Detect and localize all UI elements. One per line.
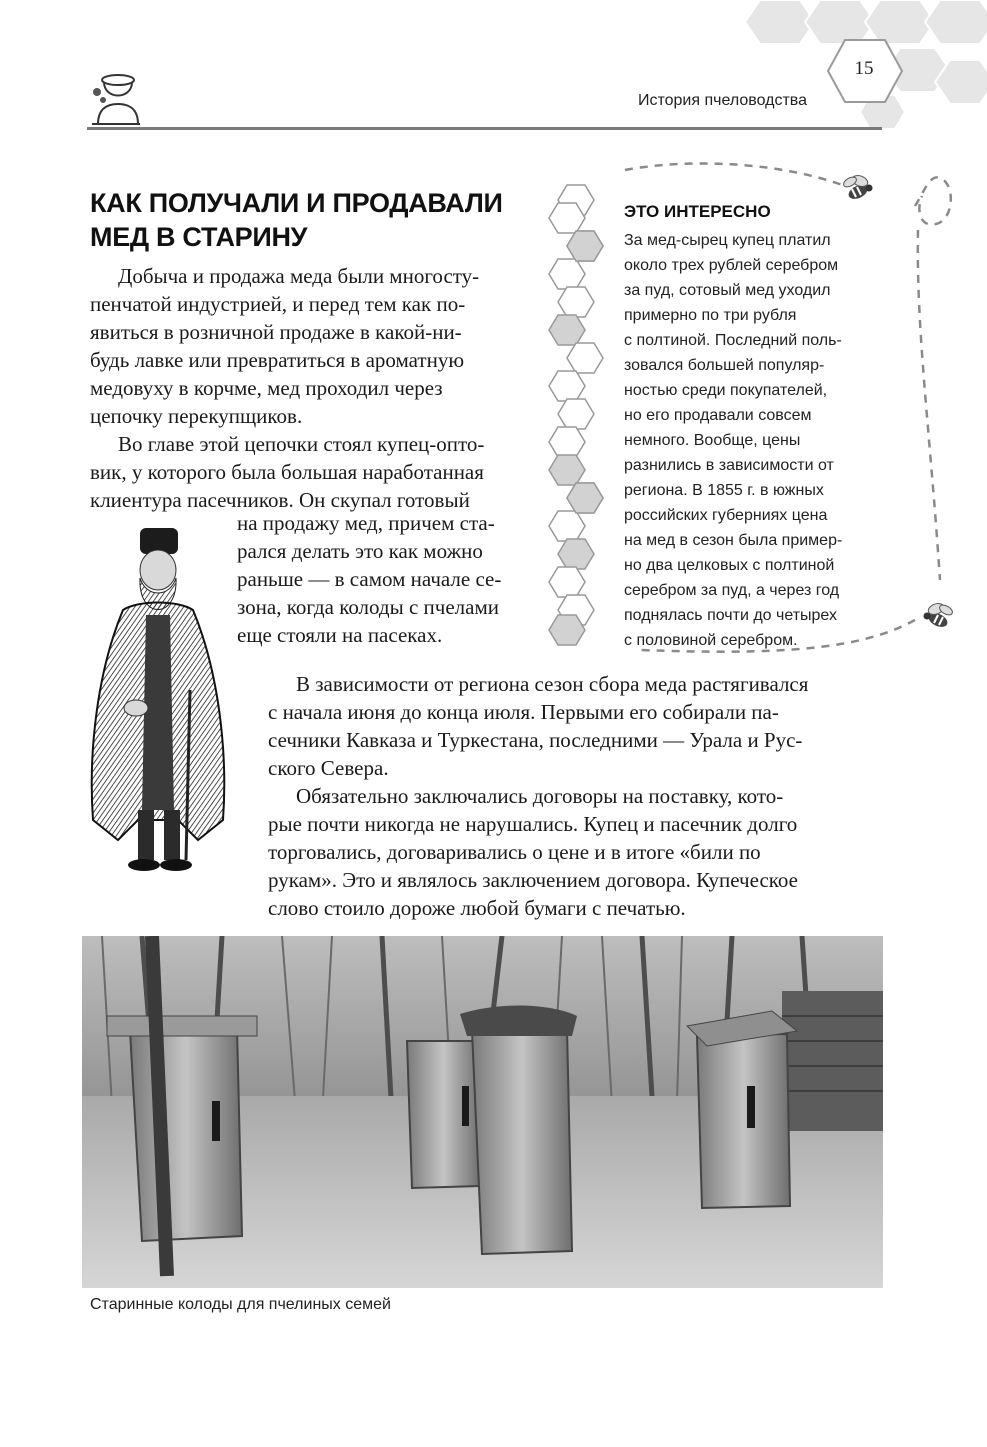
text-line: зона, когда колоды с пчелами [237, 595, 499, 619]
text-line: клиентура пасечников. Он скупал готовый [90, 488, 470, 512]
running-title: История пчеловодства [637, 92, 807, 109]
text-line: явиться в розничной продаже в какой-ни- [90, 320, 462, 344]
sidebar-body [624, 228, 894, 653]
sidebar-line: на мед в сезон была пример- [624, 532, 843, 549]
body-text-left-column [90, 262, 545, 514]
sidebar-line: За мед-сырец купец платил [624, 232, 831, 249]
sidebar-line: поднялась почти до четырех [624, 607, 837, 624]
sidebar-line: российских губерниях цена [624, 507, 828, 524]
text-line: ского Севера. [268, 756, 389, 780]
photo-caption: Старинные колоды для пчелиных семей [90, 1296, 391, 1313]
text-line: Обязательно заключались договоры на поставку, кото- [296, 784, 784, 808]
text-line: пенчатой индустрией, и перед тем как по- [90, 292, 466, 316]
bee-icon [918, 600, 958, 634]
text-line: с начала июня до конца июля. Первыми его собирали па- [268, 700, 779, 724]
text-line: рался делать это как можно [237, 539, 483, 563]
beekeeper-icon [88, 70, 142, 126]
header-rule [87, 127, 882, 130]
text-line: рые почти никогда не нарушались. Купец и пасечник долго [268, 812, 798, 836]
text-line: рукам». Это и являлось заключением договора. Купеческое [268, 868, 798, 892]
text-line: на продажу мед, причем ста- [237, 511, 495, 535]
body-text-narrow-column [237, 509, 547, 649]
section-heading [90, 186, 560, 254]
text-line: еще стояли на пасеках. [237, 623, 443, 647]
old-beehives-photo [82, 936, 883, 1288]
text-line: Добыча и продажа меда были многосту- [118, 264, 480, 288]
sidebar-line: с половиной серебром. [624, 632, 798, 649]
sidebar-line: примерно по три рубля [624, 307, 797, 324]
sidebar-line: разнились в зависимости от [624, 457, 834, 474]
sidebar-line: ностью среди покупателей, [624, 382, 828, 399]
text-line: вик, у которого была большая наработанная [90, 460, 484, 484]
text-line: будь лавке или превратиться в ароматную [90, 348, 465, 372]
sidebar-line: зовался большей популяр- [624, 357, 825, 374]
sidebar-line: серебром за пуд, а через год [624, 582, 840, 599]
merchant-engraving-illustration [78, 520, 238, 910]
heading-line: МЕД В СТАРИНУ [90, 222, 308, 252]
sidebar-line: но два целковых с полтиной [624, 557, 835, 574]
text-line: торговались, договаривались о цене и в итоге «били по [268, 840, 761, 864]
sidebar-line: за пуд, сотовый мед уходил [624, 282, 831, 299]
text-line: В зависимости от региона сезон сбора меда растягивался [296, 672, 809, 696]
text-line: цепочку перекупщиков. [90, 404, 303, 428]
heading-line: КАК ПОЛУЧАЛИ И ПРОДАВАЛИ [90, 188, 503, 218]
text-line: слово стоило дороже любой бумаги с печатью. [268, 896, 686, 920]
text-line: раньше — в самом начале се- [237, 567, 502, 591]
body-text-wide-column [268, 670, 888, 922]
page-number: 15 [854, 58, 874, 79]
text-line: Во главе этой цепочки стоял купец-опто- [118, 432, 485, 456]
text-line: сечники Кавказа и Туркестана, последними — Урала и Рус- [268, 728, 803, 752]
sidebar-line: региона. В 1855 г. в южных [624, 482, 824, 499]
bee-icon [838, 172, 878, 206]
sidebar-line: с полтиной. Последний поль- [624, 332, 842, 349]
sidebar-line: около трех рублей серебром [624, 257, 839, 274]
sidebar-title: ЭТО ИНТЕРЕСНО [624, 202, 771, 221]
sidebar-line: но его продавали совсем [624, 407, 812, 424]
sidebar-line: немного. Вообще, цены [624, 432, 801, 449]
text-line: медовуху в корчме, мед проходил через [90, 376, 443, 400]
